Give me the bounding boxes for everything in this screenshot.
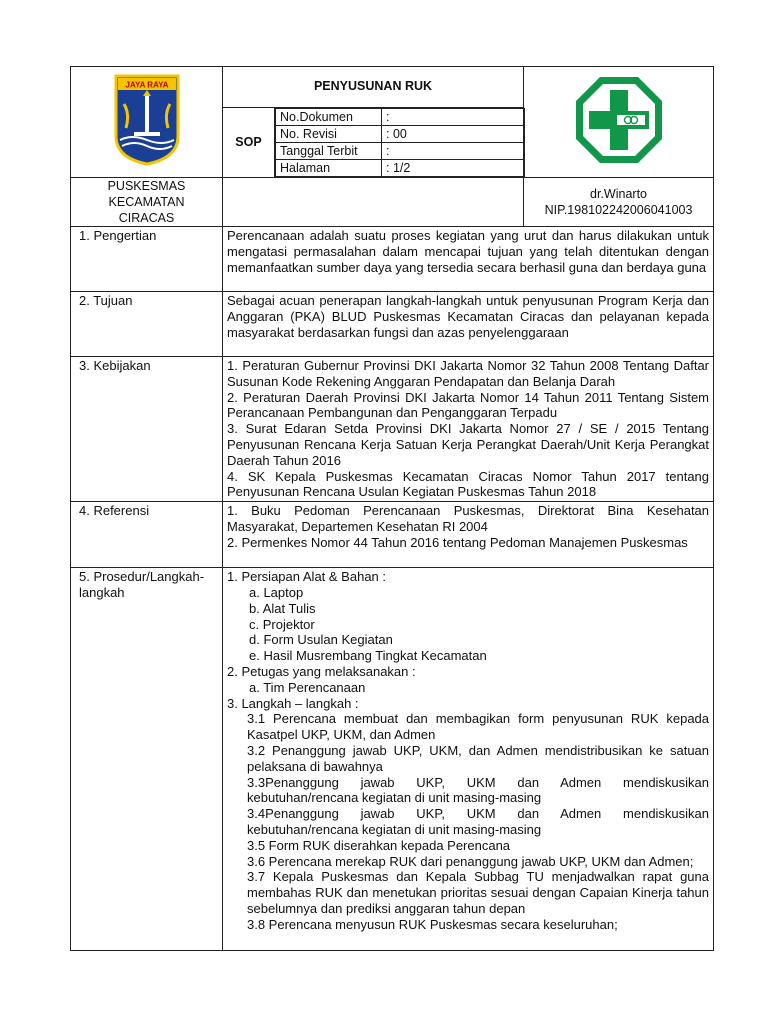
meta-value: : <box>382 143 525 160</box>
section-label-tujuan: 2. Tujuan <box>71 292 223 357</box>
document-meta-cell <box>275 108 524 178</box>
signer-nip: NIP.198102242006041003 <box>544 203 693 217</box>
step-text: 3.8 Perencana menyusun RUK Puskesmas secara keseluruhan; <box>247 916 618 932</box>
section-label-kebijakan: 3. Kebijakan <box>71 357 223 502</box>
step-text: 3.4Penanggung jawab UKP, UKM dan Admen mendiskusikan kebutuhan/rencana kegiatan di unit masing-masing <box>247 806 710 837</box>
meta-label: Tanggal Terbit <box>276 143 382 160</box>
meta-label: Halaman <box>276 160 382 177</box>
logo-motto-text: JAYA RAYA <box>125 80 168 90</box>
section-label-pengertian: 1. Pengertian <box>71 227 223 292</box>
section-content-prosedur <box>223 568 714 951</box>
org-line: KECAMATAN <box>108 195 185 209</box>
meta-value: : 1/2 <box>382 160 525 177</box>
policy-item: 4. SK Kepala Puskesmas Kecamatan Ciracas Nomor Tahun 2017 tentang Penyusunan Rencana Usulan Kegiatan Puskesmas Tahun 2018 <box>227 468 710 500</box>
blank-header-cell <box>223 178 524 227</box>
procedure-heading: 1. Persiapan Alat & Bahan : <box>227 569 386 585</box>
organization-name <box>71 178 223 227</box>
policy-item: 2. Peraturan Daerah Provinsi DKI Jakarta Nomor 14 Tahun 2011 Tentang Sistem Perancanaan Pembangunan dan Penganggaran Terpadu <box>227 389 710 421</box>
org-line: PUSKESMAS <box>107 179 186 193</box>
step-text: 3.1 Perencana membuat dan membagikan form penyusunan RUK kepada Kasatpel UKP, UKM, dan Admen <box>247 711 710 743</box>
meta-value: : <box>382 109 525 126</box>
step-item <box>227 775 709 807</box>
meta-value: : 00 <box>382 126 525 143</box>
policy-item: 3. Surat Edaran Setda Provinsi DKI Jakarta Nomor 27 / SE / 2015 Tentang Penyusunan Rencana Kerja Satuan Kerja Perangkat Daerah/Unit Kerja Perangkat Daerah Tahun 2016 <box>227 421 710 468</box>
step-item <box>227 743 709 775</box>
meta-label: No.Dokumen <box>276 109 382 126</box>
material-item: e. Hasil Musrembang Tingkat Kecamatan <box>249 648 487 664</box>
procedure-heading: 2. Petugas yang melaksanakan : <box>227 663 416 679</box>
step-item <box>227 917 709 933</box>
step-text: 3.6 Perencana merekap RUK dari penanggung jawab UKP, UKM dan Admen; <box>247 853 694 869</box>
puskesmas-logo-cell <box>524 67 714 178</box>
signer-name: dr.Winarto <box>590 187 647 201</box>
step-item <box>227 806 709 838</box>
staff-item: a. Tim Perencanaan <box>249 679 366 695</box>
material-item: d. Form Usulan Kegiatan <box>249 632 393 648</box>
procedure-heading: 3. Langkah – langkah : <box>227 695 359 711</box>
document-meta-table <box>275 108 525 177</box>
org-line: CIRACAS <box>118 211 175 225</box>
policy-item: 1. Peraturan Gubernur Provinsi DKI Jakarta Nomor 32 Tahun 2008 Tentang Daftar Susunan Kode Rekening Anggaran Pendapatan dan Belanja Darah <box>227 358 710 389</box>
meta-label: No. Revisi <box>276 126 382 143</box>
section-content-referensi <box>223 502 714 568</box>
step-text: 3.3Penanggung jawab UKP, UKM dan Admen mendiskusikan kebutuhan/rencana kegiatan di unit masing-masing <box>247 774 710 806</box>
signer-block <box>524 178 714 227</box>
section-content-kebijakan <box>223 357 714 502</box>
step-item <box>227 869 709 916</box>
dki-jakarta-logo-icon <box>112 74 182 166</box>
section-label-prosedur: 5. Prosedur/Langkah-langkah <box>71 568 223 951</box>
step-text: 3.5 Form RUK diserahkan kepada Perencana <box>247 837 511 853</box>
step-item <box>227 711 709 743</box>
step-text: 3.7 Kepala Puskesmas dan Kepala Subbag TU menjadwalkan rapat guna membahas RUK dan menetukan prioritas sesuai dengan Capaian Kinerja tahun sebelumnya dan prediksi anggaran tahun depan <box>247 869 710 916</box>
sop-label: SOP <box>223 108 275 178</box>
material-item: a. Laptop <box>249 584 304 600</box>
step-text: 3.2 Penanggung jawab UKP, UKM, dan Admen mendistribusikan ke satuan pelaksana di bawahnya <box>247 742 710 774</box>
document-title: PENYUSUNAN RUK <box>223 67 524 108</box>
section-content-tujuan: Sebagai acuan penerapan langkah-langkah untuk penyusunan Program Kerja dan Anggaran (PKA) BLUD Puskesmas Kecamatan Ciracas dan pelayanan kepada masyarakat berdasarkan fungsi dan azas penyelenggaraan <box>223 292 714 357</box>
dki-logo-cell <box>71 67 223 178</box>
puskesmas-logo-icon <box>573 74 665 166</box>
section-label-referensi: 4. Referensi <box>71 502 223 568</box>
step-item <box>227 838 709 854</box>
sop-table <box>70 66 714 951</box>
material-item: b. Alat Tulis <box>249 600 316 616</box>
material-item: c. Projektor <box>249 616 315 632</box>
sop-document <box>70 66 713 951</box>
reference-item: 2. Permenkes Nomor 44 Tahun 2016 tentang Pedoman Manajemen Puskesmas <box>227 534 688 550</box>
section-content-pengertian: Perencanaan adalah suatu proses kegiatan yang urut dan harus dilakukan untuk mengatasi permasalahan dalam mencapai tujuan yang telah ditentukan dengan memanfaatkan sumber daya yang tersedia secara berhasil guna dan berdaya guna <box>223 227 714 292</box>
reference-item: 1. Buku Pedoman Perencanaan Puskesmas, Direktorat Bina Kesehatan Masyarakat, Departemen Kesehatan RI 2004 <box>227 503 710 534</box>
step-item <box>227 854 709 870</box>
